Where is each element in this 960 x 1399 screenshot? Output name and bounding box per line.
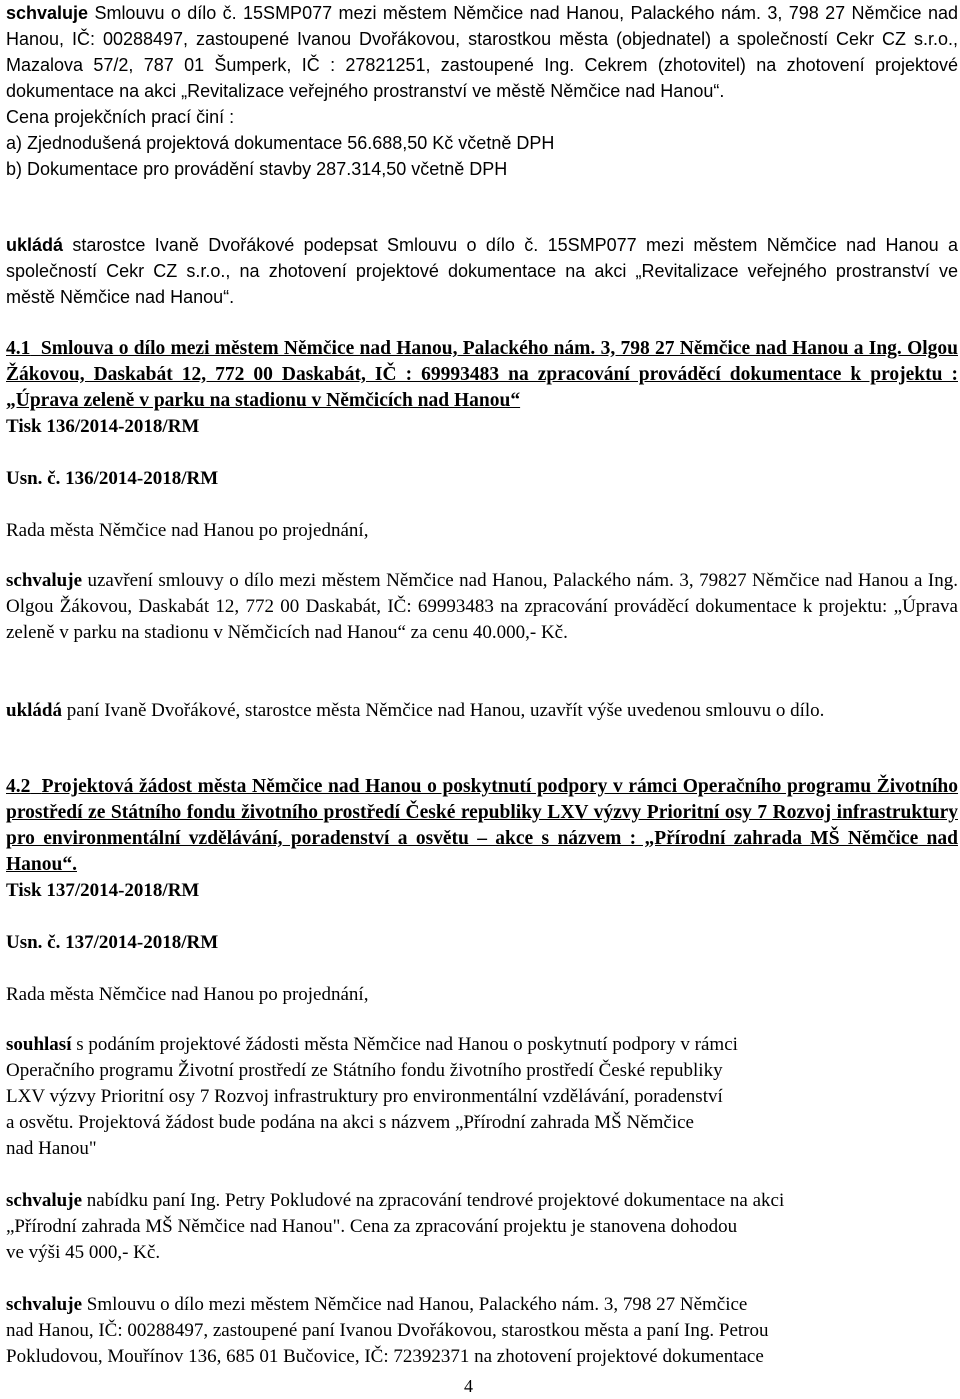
- section-4-2-heading: [6, 774, 958, 904]
- rada-intro-137: Rada města Němčice nad Hanou po projednání,: [6, 984, 369, 1005]
- souhlasi-keyword: souhlasí: [6, 1034, 72, 1055]
- schvaluje-smlouva-paragraph: [6, 1292, 958, 1370]
- schvaluje-keyword: schvaluje: [6, 3, 89, 23]
- section-4-2-rada: [6, 982, 958, 1008]
- uklada-136-text: paní Ivaně Dvořákové, starostce města Němčice nad Hanou, uzavřít výše uvedenou smlouvu o dílo.: [66, 700, 825, 721]
- section-4-1-title: [6, 336, 958, 414]
- souhlasi-line-2: Operačního programu Životní prostředí ze Státního fondu životního prostředí České republiky: [6, 1060, 723, 1081]
- section-4-1-number: 4.1: [6, 338, 31, 359]
- uklada-block-revitalizace: [6, 232, 958, 310]
- uklada-keyword: ukládá: [6, 235, 64, 255]
- cena-item-a: a) Zjednodušená projektová dokumentace 56.688,50 Kč včetně DPH: [6, 133, 555, 153]
- schvaluje-smlouva-line-3: Pokludovou, Mouřínov 136, 685 01 Bučovice, IČ: 72392371 na zhotovení projektové dokumentace: [6, 1346, 764, 1367]
- section-4-1-rada: [6, 518, 958, 544]
- section-4-1-usn: [6, 466, 958, 492]
- souhlasi-line-3: LXV výzvy Prioritní osy 7 Rozvoj infrastruktury pro environmentální vzdělávání, poradenství: [6, 1086, 723, 1107]
- souhlasi-line-4: a osvětu. Projektová žádost bude podána na akci s názvem „Přírodní zahrada MŠ Němčice: [6, 1112, 694, 1133]
- souhlasi-paragraph: [6, 1032, 958, 1162]
- schvaluje-smlouva-line-1: [6, 1292, 958, 1318]
- uklada-136-paragraph: [6, 698, 958, 724]
- section-4-1-schvaluje: [6, 568, 958, 646]
- cena-label: Cena projekčních prací činí :: [6, 107, 235, 127]
- section-4-2-usn: [6, 930, 958, 956]
- schvaluje-nabidka-line-3: ve výši 45 000,- Kč.: [6, 1242, 161, 1263]
- usn-137: Usn. č. 137/2014-2018/RM: [6, 932, 219, 953]
- schvaluje-nabidka-line-1: [6, 1188, 958, 1214]
- cena-item-b: b) Dokumentace pro provádění stavby 287.314,50 včetně DPH: [6, 159, 508, 179]
- schvaluje-smlouva-line-2: nad Hanou, IČ: 00288497, zastoupené paní Ivanou Dvořákovou, starostkou města a paní Ing. Petrou: [6, 1320, 769, 1341]
- resolution-block-revitalizace: [6, 0, 958, 182]
- souhlasi-line-5: nad Hanou": [6, 1138, 97, 1159]
- document-page: [6, 0, 958, 1399]
- schvaluje-136-text: uzavření smlouvy o dílo mezi městem Němčice nad Hanou, Palackého nám. 3, 79827 Němčice nad Hanou a Ing. Olgou Žákovou, Daskabát 12, 772 00 Daskabát, IČ: 69993483 na zpracování prováděcí dokumentace k projektu: „Úprava zeleně v parku na stadionu v Němčicích nad Hanou“ za cenu 40.000,- Kč.: [6, 570, 959, 643]
- uklada-136-keyword: ukládá: [6, 700, 62, 721]
- section-4-1-uklada: [6, 698, 958, 724]
- schvaluje-smlouva-keyword: schvaluje: [6, 1294, 82, 1315]
- schvaluje-paragraph: [6, 0, 958, 104]
- rada-intro-136: Rada města Němčice nad Hanou po projednání,: [6, 520, 369, 541]
- schvaluje-136-paragraph: [6, 568, 958, 646]
- section-4-2-tisk: Tisk 137/2014-2018/RM: [6, 880, 200, 901]
- section-4-2-number: 4.2: [6, 776, 31, 797]
- uklada-text: starostce Ivaně Dvořákové podepsat Smlouvu o dílo č. 15SMP077 mezi městem Němčice nad Hanou a společností Cekr CZ s.r.o., na zhotovení projektové dokumentace na akci „Revitalizace veřejného prostranství ve městě Němčice nad Hanou“.: [6, 235, 958, 307]
- page-number: 4: [464, 1376, 473, 1396]
- schvaluje-nabidka-line-2: „Přírodní zahrada MŠ Němčice nad Hanou". Cena za zpracování projektu je stanovena dohodou: [6, 1216, 738, 1237]
- section-4-1-heading-text: Smlouva o dílo mezi městem Němčice nad Hanou, Palackého nám. 3, 798 27 Němčice nad Hanou a Ing. Olgou Žákovou, Daskabát 12, 772 00 Daskabát, IČ : 69993483 na zpracování prováděcí dokumentace k projektu : „Úprava zeleně v parku na stadionu v Němčicích nad Hanou“: [6, 338, 958, 411]
- schvaluje-136-keyword: schvaluje: [6, 570, 82, 591]
- section-4-1-tisk: Tisk 136/2014-2018/RM: [6, 416, 200, 437]
- usn-136: Usn. č. 136/2014-2018/RM: [6, 468, 219, 489]
- section-4-2-souhlasi: [6, 1032, 958, 1162]
- uklada-paragraph: [6, 232, 958, 310]
- schvaluje-smlouva-line-1-text: Smlouvu o dílo mezi městem Němčice nad Hanou, Palackého nám. 3, 798 27 Němčice: [86, 1294, 748, 1315]
- souhlasi-line-1: [6, 1032, 958, 1058]
- schvaluje-nabidka-paragraph: [6, 1188, 958, 1266]
- section-4-2-schvaluje-smlouva: [6, 1292, 958, 1370]
- section-4-2-title: [6, 774, 958, 878]
- section-4-1-heading: [6, 336, 958, 440]
- souhlasi-line-1-text: s podáním projektové žádosti města Němčice nad Hanou o poskytnutí podpory v rámci: [76, 1034, 738, 1055]
- schvaluje-nabidka-keyword: schvaluje: [6, 1190, 82, 1211]
- schvaluje-text: Smlouvu o dílo č. 15SMP077 mezi městem Němčice nad Hanou, Palackého nám. 3, 798 27 Němčice nad Hanou, IČ: 00288497, zastoupené Ivanou Dvořákovou, starostkou města (objednatel) a společností Cekr CZ s.r.o., Mazalova 57/2, 787 01 Šumperk, IČ : 27821251, zastoupené Ing. Cekrem (zhotovitel) na zhotovení projektové dokumentace na akci „Revitalizace veřejného prostranství ve městě Němčice nad Hanou“.: [6, 3, 958, 101]
- schvaluje-nabidka-line-1-text: nabídku paní Ing. Petry Pokludové na zpracování tendrové projektové dokumentace na akci: [86, 1190, 785, 1211]
- section-4-2-schvaluje-nabidka: [6, 1188, 958, 1266]
- section-4-2-heading-text: Projektová žádost města Němčice nad Hanou o poskytnutí podpory v rámci Operačního programu Životního prostředí ze Státního fondu životního prostředí České republiky LXV výzvy Prioritní osy 7 Rozvoj infrastruktury pro environmentální vzdělávání, poradenství a osvětu – akce s názvem : „Přírodní zahrada MŠ Němčice nad Hanou“.: [6, 776, 959, 875]
